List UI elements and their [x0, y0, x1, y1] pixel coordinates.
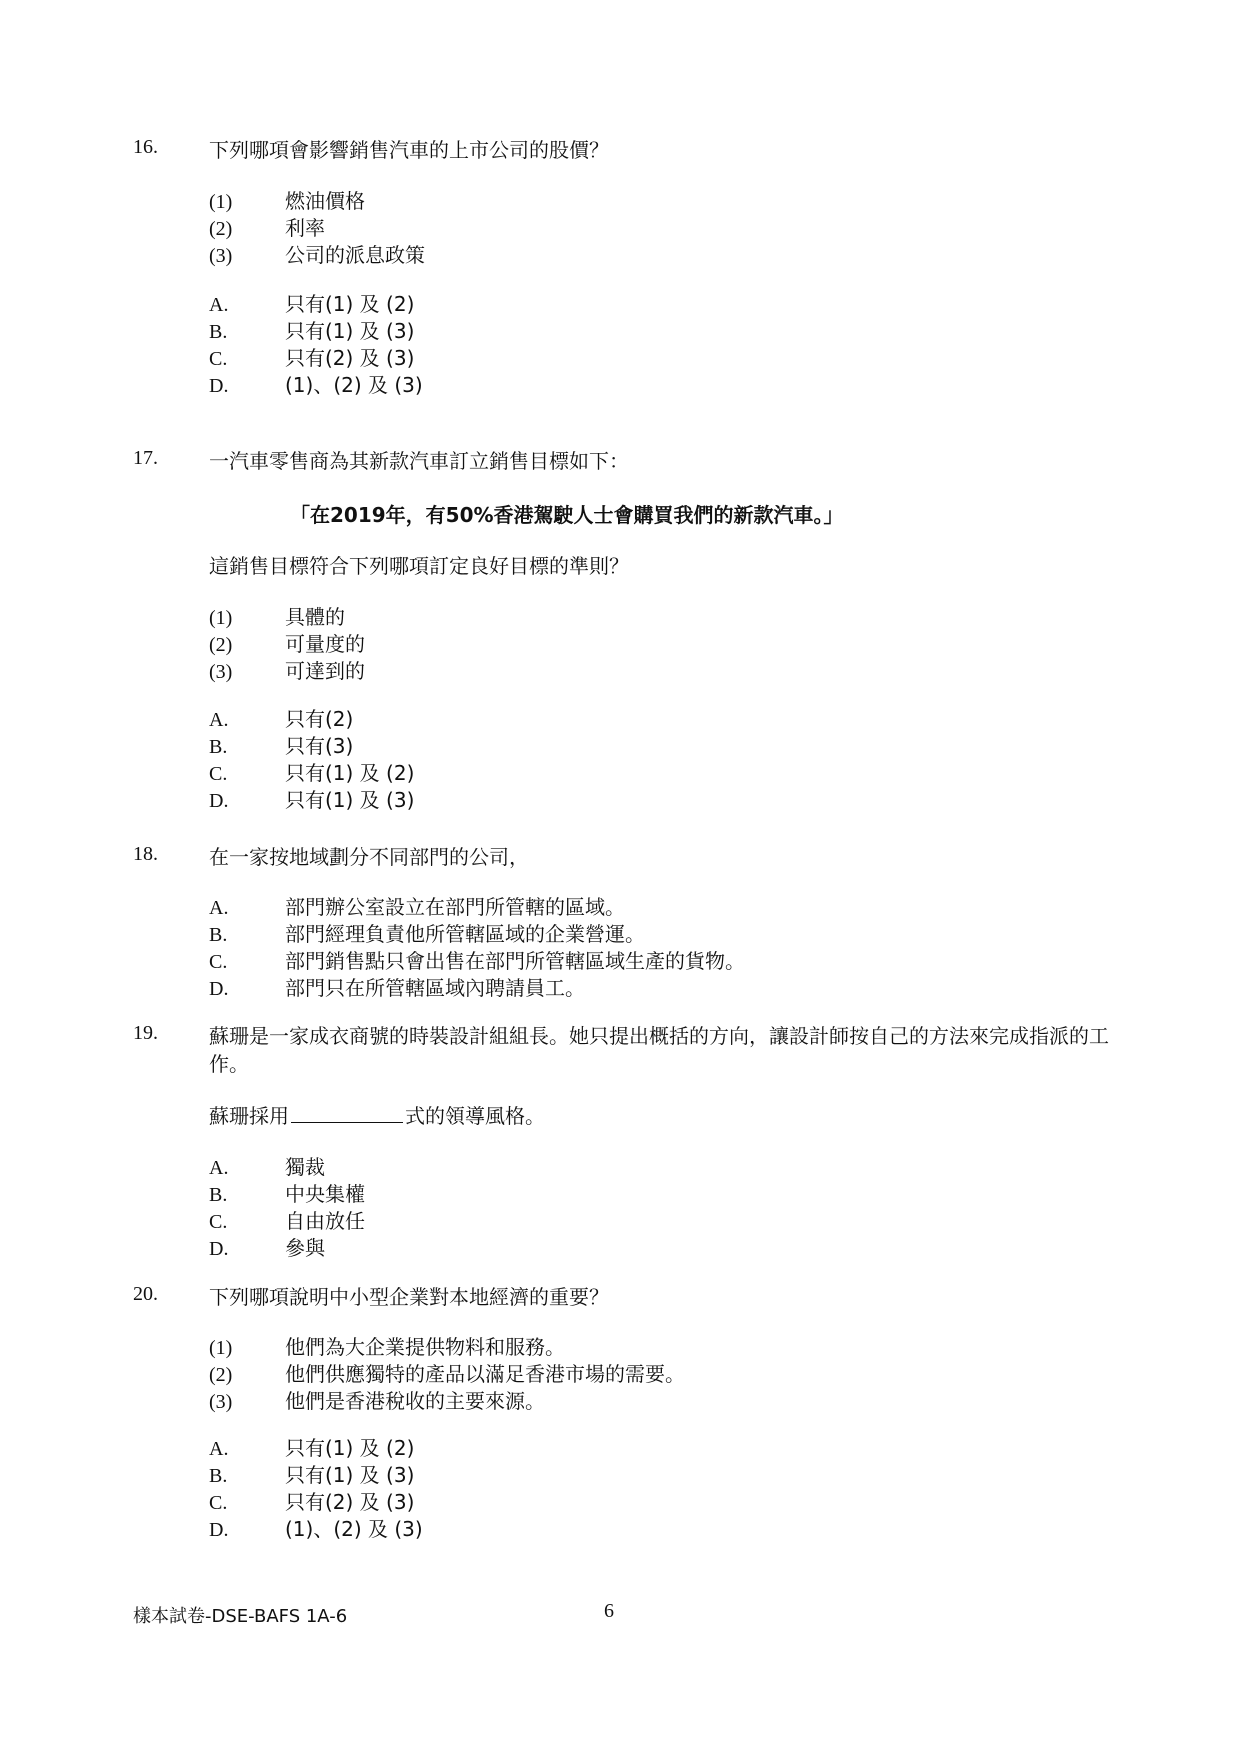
option-d[interactable] [209, 372, 423, 400]
fill-in-sentence [209, 1103, 545, 1130]
option-c[interactable] [209, 760, 414, 788]
sentence-end: 式的領導風格。 [405, 1104, 545, 1128]
question-number: 16. [133, 136, 158, 158]
option-label: C. [209, 1492, 228, 1514]
statement-item [209, 631, 365, 659]
option-c[interactable] [209, 948, 745, 976]
option-label: C. [209, 763, 228, 785]
option-label: A. [209, 1438, 229, 1460]
statement-label: (1) [209, 607, 233, 629]
option-text: 部門經理負責他所管轄區域的企業營運。 [285, 922, 645, 946]
statement-label: (1) [209, 191, 233, 213]
option-text: (1)、(2) 及 (3) [285, 373, 423, 397]
option-a[interactable] [209, 706, 353, 734]
statement-item [209, 242, 425, 270]
statement-label: (3) [209, 1391, 233, 1413]
statement-text: 他們是香港稅收的主要來源。 [285, 1389, 545, 1413]
option-label: B. [209, 924, 228, 946]
statement-item [209, 1334, 565, 1362]
question-stem: 蘇珊是一家成衣商號的時裝設計組組長。她只提出概括的方向，讓設計師按自己的方法來完成指派的工作。 [209, 1024, 1109, 1076]
option-a[interactable] [209, 291, 414, 319]
statement-text: 公司的派息政策 [285, 243, 425, 267]
option-b[interactable] [209, 1462, 414, 1490]
statement-label: (3) [209, 661, 233, 683]
option-d[interactable] [209, 1516, 423, 1544]
statement-text: 利率 [285, 216, 325, 240]
question-stem: 下列哪項會影響銷售汽車的上市公司的股價？ [209, 138, 609, 162]
option-label: B. [209, 1465, 228, 1487]
option-label: D. [209, 790, 229, 812]
question-number: 18. [133, 843, 158, 865]
statement-item [209, 1361, 685, 1389]
option-text: 只有(1) 及 (2) [285, 1436, 415, 1460]
statement-text: 可量度的 [285, 632, 365, 656]
option-label: C. [209, 348, 228, 370]
option-label: D. [209, 1519, 229, 1541]
statement-label: (2) [209, 218, 233, 240]
statement-text: 可達到的 [285, 659, 365, 683]
statement-item [209, 1388, 545, 1416]
statement-item [209, 188, 365, 216]
option-text: 部門只在所管轄區域內聘請員工。 [285, 976, 585, 1000]
question-stem: 在一家按地域劃分不同部門的公司， [209, 845, 529, 869]
option-c[interactable] [209, 345, 414, 373]
statement-text: 他們供應獨特的產品以滿足香港市場的需要。 [285, 1362, 685, 1386]
option-label: B. [209, 736, 228, 758]
statement-text: 具體的 [285, 605, 345, 629]
option-label: D. [209, 978, 229, 1000]
option-text: 獨裁 [285, 1155, 325, 1179]
sentence-start: 蘇珊採用 [209, 1104, 289, 1128]
option-text: 參與 [285, 1236, 325, 1260]
answer-blank [291, 1104, 403, 1123]
option-text: 只有(1) 及 (2) [285, 292, 415, 316]
option-b[interactable] [209, 318, 414, 346]
question-number: 17. [133, 447, 158, 469]
question-stem: 下列哪項說明中小型企業對本地經濟的重要？ [209, 1285, 609, 1309]
question-stem: 一汽車零售商為其新款汽車訂立銷售目標如下： [209, 449, 629, 473]
option-text: 部門銷售點只會出售在部門所管轄區域生產的貨物。 [285, 949, 745, 973]
statement-label: (3) [209, 245, 233, 267]
option-text: 只有(1) 及 (2) [285, 761, 415, 785]
option-text: (1)、(2) 及 (3) [285, 1517, 423, 1541]
statement-text: 他們為大企業提供物料和服務。 [285, 1335, 565, 1359]
option-label: C. [209, 1211, 228, 1233]
option-label: A. [209, 1157, 229, 1179]
statement-label: (2) [209, 1364, 233, 1386]
statement-item [209, 215, 325, 243]
option-label: A. [209, 897, 229, 919]
option-text: 只有(3) [285, 734, 354, 758]
option-d[interactable] [209, 1235, 325, 1263]
option-label: A. [209, 709, 229, 731]
option-label: A. [209, 294, 229, 316]
option-text: 只有(2) 及 (3) [285, 1490, 415, 1514]
question-number: 19. [133, 1022, 158, 1044]
option-label: D. [209, 375, 229, 397]
option-b[interactable] [209, 733, 353, 761]
option-label: C. [209, 951, 228, 973]
question-stem-continued: 這銷售目標符合下列哪項訂定良好目標的準則？ [209, 554, 629, 578]
option-b[interactable] [209, 921, 645, 949]
option-text: 只有(1) 及 (3) [285, 1463, 415, 1487]
option-text: 自由放任 [285, 1209, 365, 1233]
option-c[interactable] [209, 1489, 414, 1517]
option-c[interactable] [209, 1208, 365, 1236]
statement-label: (1) [209, 1337, 233, 1359]
statement-item [209, 604, 345, 632]
option-text: 只有(1) 及 (3) [285, 788, 415, 812]
option-text: 中央集權 [285, 1182, 365, 1206]
page-number: 6 [604, 1600, 614, 1622]
option-text: 只有(2) 及 (3) [285, 346, 415, 370]
option-a[interactable] [209, 1435, 414, 1463]
option-b[interactable] [209, 1181, 365, 1209]
sales-target-quote: 「在2019年，有50%香港駕駛人士會購買我們的新款汽車。」 [290, 503, 844, 527]
option-text: 部門辦公室設立在部門所管轄的區域。 [285, 895, 625, 919]
option-text: 只有(2) [285, 707, 354, 731]
option-a[interactable] [209, 894, 625, 922]
option-text: 只有(1) 及 (3) [285, 319, 415, 343]
statement-text: 燃油價格 [285, 189, 365, 213]
option-d[interactable] [209, 975, 585, 1003]
paper-code: 樣本試卷-DSE-BAFS 1A-6 [133, 1606, 348, 1627]
question-number: 20. [133, 1283, 158, 1305]
option-label: B. [209, 1184, 228, 1206]
option-a[interactable] [209, 1154, 325, 1182]
option-d[interactable] [209, 787, 414, 815]
option-label: B. [209, 321, 228, 343]
statement-label: (2) [209, 634, 233, 656]
statement-item [209, 658, 365, 686]
option-label: D. [209, 1238, 229, 1260]
